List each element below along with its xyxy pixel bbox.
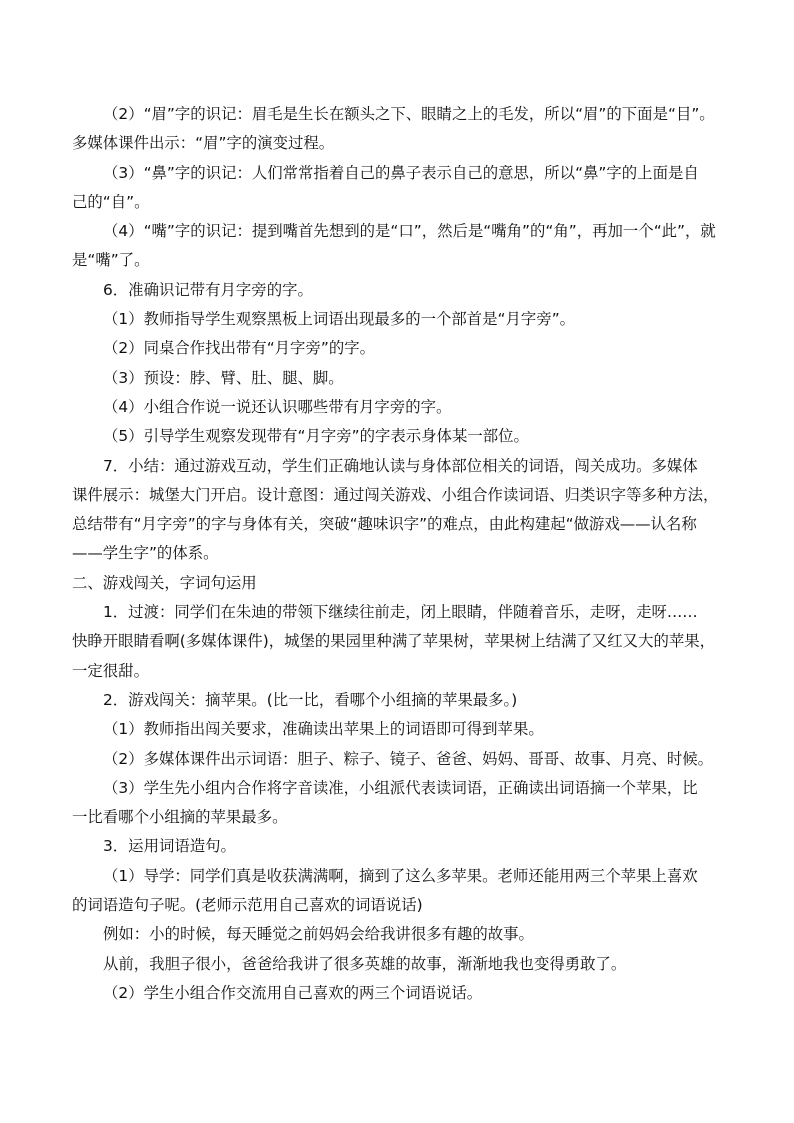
document-body (72, 100, 724, 1008)
section-item-heading: 6．准确识记带有月字旁的字。 (103, 280, 313, 299)
section-item-heading: 1．过渡：同学们在朱迪的带领下继续往前走，闭上眼睛，伴随着音乐，走呀，走呀…… (103, 603, 698, 622)
section-item-heading: 7．小结：通过游戏互动，学生们正确地认读与身体部位相关的词语，闯关成功。多媒体 (103, 456, 698, 475)
paragraph-line: 课件展示：城堡大门开启。设计意图：通过闯关游戏、小组合作读词语、归类识字等多种方法， (72, 485, 719, 504)
paragraph-line: （4）小组合作说一说还认识哪些带有月字旁的字。 (103, 397, 452, 416)
paragraph-line: （5）引导学生观察发现带有“月字旁”的字表示身体某一部位。 (103, 427, 529, 446)
paragraph-line: （4）“嘴”字的识记：提到嘴首先想到的是“口”，然后是“嘴角”的“角”，再加一个“此”，就 (103, 222, 716, 241)
paragraph-line: 例如：小的时候，每天睡觉之前妈妈会给我讲很多有趣的故事。 (103, 925, 534, 944)
paragraph-line: （1）教师指导学生观察黑板上词语出现最多的一个部首是“月字旁”。 (103, 310, 576, 329)
paragraph-line: （2）同桌合作找出带有“月字旁”的字。 (103, 339, 375, 358)
paragraph-line: （1）教师指出闯关要求，准确读出苹果上的词语即可得到苹果。 (103, 720, 544, 739)
paragraph-line: 一定很甜。 (72, 661, 149, 680)
paragraph-line: 从前，我胆子很小，爸爸给我讲了很多英雄的故事，渐渐地我也变得勇敢了。 (103, 954, 627, 973)
paragraph-line: 快睁开眼睛看啊(多媒体课件)，城堡的果园里种满了苹果树，苹果树上结满了又红又大的苹果， (72, 632, 716, 651)
paragraph-line: （3）“鼻”字的识记：人们常常指着自己的鼻子表示自己的意思，所以“鼻”字的上面是自 (103, 163, 699, 182)
paragraph-line: 是“嘴”了。 (72, 251, 150, 270)
section-heading: 二、游戏闯关，字词句运用 (72, 573, 257, 592)
paragraph-line: （1）导学：同学们真是收获满满啊，摘到了这么多苹果。老师还能用两三个苹果上喜欢 (103, 866, 698, 885)
paragraph-line: 总结带有“月字旁”的字与身体有关，突破“趣味识字”的难点，由此构建起“做游戏——认名称 (72, 515, 697, 534)
paragraph-line: ——学生字”的体系。 (72, 544, 219, 563)
paragraph-line: 的词语造句子呢。(老师示范用自己喜欢的词语说话) (72, 896, 423, 915)
paragraph-line: （3）预设：脖、臂、肚、腿、脚。 (103, 368, 344, 387)
paragraph-line: （2）学生小组合作交流用自己喜欢的两三个词语说话。 (103, 983, 483, 1002)
paragraph-line: （2）多媒体课件出示词语：胆子、粽子、镜子、爸爸、妈妈、哥哥、故事、月亮、时候。 (103, 749, 714, 768)
section-item-heading: 3．运用词语造句。 (103, 837, 236, 856)
paragraph-line: （3）学生先小组内合作将字音读准，小组派代表读词语，正确读出词语摘一个苹果，比 (103, 778, 698, 797)
section-item-heading: 2．游戏闯关：摘苹果。(比一比，看哪个小组摘的苹果最多。) (103, 690, 518, 709)
paragraph-line: 己的“自”。 (72, 192, 150, 211)
paragraph-line: 多媒体课件出示：“眉”字的演变过程。 (72, 134, 335, 153)
paragraph-line: 一比看哪个小组摘的苹果最多。 (72, 808, 288, 827)
paragraph-line: （2）“眉”字的识记：眉毛是生长在额头之下、眼睛之上的毛发，所以“眉”的下面是“目”。 (103, 105, 715, 123)
